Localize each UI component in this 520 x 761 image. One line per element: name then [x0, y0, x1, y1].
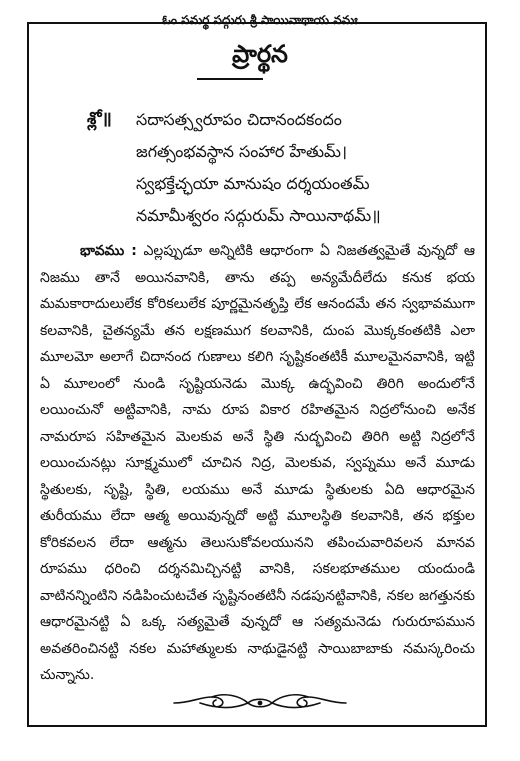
page-title: ప్రార్థన	[232, 40, 288, 68]
verse-line-3: స్వభక్తేచ్ఛయా మానుషం దర్శయంతమ్	[136, 174, 370, 193]
ornament-center-dot	[258, 701, 263, 706]
invocation-heading: ఓం సమర్థ సద్గురు శ్రీ సాయినాథాయ నమః	[162, 13, 358, 27]
verse-label: శ్లో॥	[87, 109, 112, 129]
meaning-text: ఎల్లప్పుడూ అన్నిటికి ఆధారంగా ఏ నిజతత్వమైతే వున్నదో ఆ నిజము తానే అయినవానికి, తాను తప్ప అన్యమేదీలేదు కనుక భయ మమకారాదులులేక కోరికలులేక పూర్ణమైనతృప్తి లేక ఆనందమే తన స్వభావముగా కలవానికి, చైతన్యమే తన లక్షణముగ కలవానికి, దుంప మొక్కకంతటికి ఎలా మూలమో అలాగే చిదానంద గుణాలు కలిగి సృష్టికంతటికీ మూలమైనవానికి, ఇట్టి ఏ మూలంలో నుండి సృష్టియనెడు మొక్క ఉద్భవించి తిరిగి అందులోనే లయించునో అట్టివానికి, నామ రూప వికార రహితమైన నిద్రలోనుంచి అనేక నామరూప సహితమైన మెలకువ అనే స్థితి నుద్భవించి తిరిగి అట్టి నిద్రలోనే లయించునట్లు సూక్ష్మములో చూచిన నిద్ర, మెలకువ, స్వప్నము అనే మూడు స్థితులకు, సృష్టి, స్థితి, లయము అనే మూడు స్థితులకు ఏది ఆధారమైన తురీయము లేదా ఆత్మ అయివున్నదో అట్టి మూలస్థితి కలవానికి, తన భక్తుల కోరికవలన లేదా ఆత్మను తెలుసుకోవలయునని తపించువారివలన మానవ రూపము ధరించి దర్శనమిచ్చినట్టి వానికి, సకలభూతముల యందుండి వాటినన్నింటిని నడిపించుటచేత సృష్టినంతటినీ నడపునట్టివానికి, నకల జగత్తునకు ఆధారమైనట్టి ఏ ఒక్క సత్యమైతే వున్నదో ఆ సత్యమనెడు గురురూపమున అవతరించినట్టి నకల మహాత్ములకు నాథుడైనట్టి సాయిబాబాకు నమస్కరించు చున్నాను.	[40, 243, 475, 683]
meaning-lead: భావము :	[80, 243, 137, 259]
verse-line-4: నమామీశ్వరం సద్గురుమ్ సాయినాథమ్॥	[136, 206, 381, 225]
verse-line-1: సదాసత్స్వరూపం చిదానందకందం	[136, 110, 342, 129]
verse-line-2: జగత్సంభవస్థాన సంహార హేతుమ్।	[136, 142, 348, 161]
title-underline	[197, 78, 263, 80]
ornament-divider-icon	[170, 688, 350, 718]
meaning-paragraph	[40, 238, 475, 689]
